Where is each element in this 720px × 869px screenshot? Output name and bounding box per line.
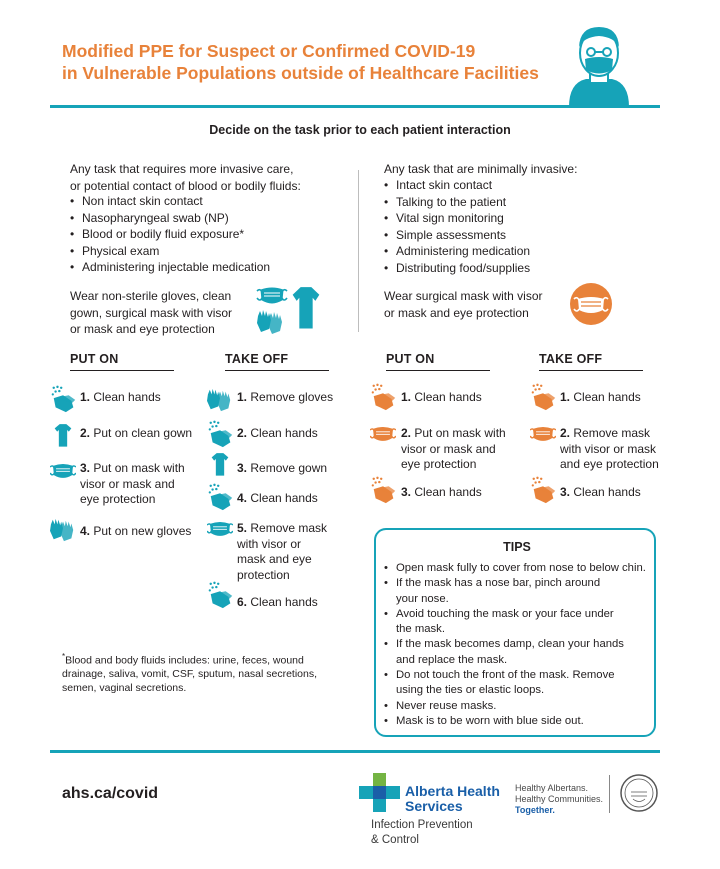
gown-icon	[290, 284, 322, 330]
tip-text: • If the mask has a nose bar, pinch around	[396, 577, 601, 590]
step-text: Remove mask	[250, 521, 328, 535]
tip-text: • Do not touch the front of the mask. Remove	[396, 669, 615, 682]
right-wear-line-1: Wear surgical mask with visor	[384, 289, 543, 303]
hand-wash-icon	[530, 383, 558, 411]
step-text: Remove gloves	[250, 390, 334, 404]
right-task-list	[384, 177, 674, 276]
column-divider	[358, 170, 359, 332]
tips-box	[374, 528, 656, 737]
step-text: Put on clean gown	[93, 426, 193, 440]
list-item: • Distributing food/supplies	[384, 260, 674, 277]
tip-text: your nose.	[396, 592, 449, 605]
mask-icon	[530, 423, 556, 444]
tagline	[515, 783, 603, 816]
list-item	[384, 607, 654, 638]
tip-text: • Open mask fully to cover from nose to below chin.	[396, 562, 646, 574]
step-text: Put on mask with	[414, 426, 506, 440]
list-item: • Simple assessments	[384, 227, 674, 244]
divider	[70, 370, 174, 371]
tagline-line-3: Together.	[515, 805, 555, 815]
gown-icon	[53, 422, 73, 448]
mask-icon	[50, 460, 76, 481]
subtitle: Decide on the task prior to each patient interaction	[209, 123, 511, 137]
list-item	[384, 668, 654, 699]
step-text: Clean hands	[250, 491, 318, 505]
left-take-off-step-2	[237, 426, 318, 442]
divider	[386, 370, 490, 371]
step-text: Remove mask	[573, 426, 651, 440]
left-put-on-step-2	[80, 426, 192, 442]
website-link[interactable]: ahs.ca/covid	[62, 785, 159, 802]
hand-wash-icon	[370, 383, 398, 411]
list-item: • Vital sign monitoring	[384, 210, 674, 227]
step-number: 1.	[237, 390, 248, 404]
footnote-line-3: semen, vaginal secretions.	[62, 681, 187, 694]
divider	[225, 370, 329, 371]
step-number: 1.	[560, 390, 571, 404]
person-mask-icon	[566, 17, 632, 107]
divider	[539, 370, 643, 371]
footnote-mark: *	[62, 652, 66, 661]
hand-wash-icon	[50, 385, 78, 413]
left-wear-line-1: Wear non-sterile gloves, clean	[70, 289, 232, 303]
left-intro-line-2: or potential contact of blood or bodily fluids:	[70, 178, 301, 193]
left-take-off-heading: TAKE OFF	[225, 352, 289, 366]
step-number: 3.	[401, 485, 412, 499]
step-text: Remove gown	[250, 461, 328, 475]
mask-icon	[370, 423, 396, 444]
step-text: Put on new gloves	[93, 524, 192, 538]
step-number: 2.	[80, 426, 91, 440]
step-text: visor or mask and	[401, 441, 496, 456]
list-item: • Blood or bodily fluid exposure*	[70, 226, 355, 243]
right-put-on-step-2	[401, 426, 526, 473]
footnote-line-2: drainage, saliva, vomit, CSF, sputum, nasal secretions,	[62, 668, 318, 680]
step-text: and eye protection	[560, 457, 659, 471]
left-wear-instructions	[70, 288, 255, 338]
right-take-off-step-3	[560, 485, 641, 501]
hand-wash-icon	[207, 581, 235, 609]
department-line-2: & Control	[371, 834, 419, 846]
footnote-line-1: Blood and body fluids includes: urine, feces, wound	[65, 654, 304, 667]
list-item: • Nasopharyngeal swab (NP)	[70, 210, 355, 227]
list-item: • Intact skin contact	[384, 177, 674, 194]
tip-text: • Mask is to be worn with blue side out.	[396, 714, 584, 727]
right-put-on-step-1	[401, 390, 482, 406]
right-wear-instructions	[384, 288, 574, 321]
step-text: Clean hands	[93, 390, 161, 404]
title-line-2: in Vulnerable Populations outside of Healthcare Facilities	[62, 63, 539, 83]
step-number: 2.	[560, 426, 571, 440]
left-put-on-step-4	[80, 524, 191, 540]
right-put-on-heading: PUT ON	[386, 352, 435, 366]
footnote	[62, 650, 342, 695]
step-text: Clean hands	[573, 390, 641, 404]
list-item	[384, 699, 654, 714]
footer-rule	[50, 750, 660, 753]
org-name-line-2: Services	[405, 798, 463, 814]
step-number: 2.	[237, 426, 248, 440]
left-intro-line-1: Any task that requires more invasive care,	[70, 162, 294, 176]
left-wear-line-3: or mask and eye protection	[70, 322, 215, 336]
header-rule	[50, 105, 660, 108]
tips-list	[384, 561, 654, 729]
step-text: Clean hands	[250, 595, 318, 609]
step-text: protection	[237, 567, 290, 582]
step-text: Clean hands	[414, 485, 482, 499]
step-text: Clean hands	[250, 426, 318, 440]
step-number: 4.	[80, 524, 91, 538]
divider	[609, 775, 610, 813]
left-wear-line-2: gown, surgical mask with visor	[70, 305, 233, 320]
left-intro	[70, 161, 355, 194]
tip-text: • Avoid touching the mask or your face under	[396, 607, 614, 620]
left-put-on-step-3	[80, 461, 200, 508]
step-text: eye protection	[80, 492, 156, 506]
left-take-off-step-5	[237, 521, 347, 583]
step-number: 3.	[237, 461, 248, 475]
list-item	[384, 637, 654, 668]
step-number: 3.	[560, 485, 571, 499]
step-number: 6.	[237, 595, 248, 609]
mask-icon	[256, 283, 288, 307]
ahs-cross-logo-icon	[359, 773, 401, 813]
list-item	[384, 561, 654, 576]
tips-title: TIPS	[503, 540, 531, 554]
right-wear-line-2: or mask and eye protection	[384, 305, 529, 320]
step-number: 1.	[80, 390, 91, 404]
org-name-line-1: Alberta Health	[405, 783, 500, 799]
tip-text: using the ties or elastic loops.	[396, 684, 545, 697]
hand-wash-icon	[530, 476, 558, 504]
hand-wash-icon	[207, 420, 235, 448]
list-item	[384, 714, 654, 729]
step-text: Put on mask with	[93, 461, 185, 475]
right-take-off-step-1	[560, 390, 641, 406]
gloves-icon	[256, 308, 286, 336]
step-text: Clean hands	[414, 390, 482, 404]
step-text: with visor or mask	[560, 441, 657, 456]
step-text: with visor or	[237, 536, 302, 551]
page-title	[62, 40, 562, 84]
org-name	[405, 784, 500, 814]
left-task-list	[70, 193, 355, 276]
mask-icon	[207, 518, 233, 539]
left-put-on-step-1	[80, 390, 161, 406]
step-number: 2.	[401, 426, 412, 440]
list-item: • Physical exam	[70, 243, 355, 260]
right-take-off-step-2	[560, 426, 680, 473]
step-text: mask and eye	[237, 552, 312, 566]
tip-text: the mask.	[396, 623, 445, 636]
step-text: visor or mask and	[80, 476, 175, 491]
step-text: eye protection	[401, 457, 477, 471]
tip-text: • Never reuse masks.	[396, 699, 497, 712]
list-item: • Administering injectable medication	[70, 259, 355, 276]
step-number: 5.	[237, 521, 248, 535]
tagline-line-2: Healthy Communities.	[515, 794, 604, 804]
gloves-icon	[49, 517, 77, 543]
hand-wash-icon	[370, 476, 398, 504]
list-item: • Talking to the patient	[384, 194, 674, 211]
gown-icon	[210, 451, 230, 477]
left-take-off-step-1	[237, 390, 333, 406]
left-put-on-heading: PUT ON	[70, 352, 119, 366]
left-take-off-step-6	[237, 595, 318, 611]
right-intro: Any task that are minimally invasive:	[384, 162, 578, 176]
mask-icon	[568, 283, 614, 325]
tip-text: and replace the mask.	[396, 653, 508, 666]
step-number: 1.	[401, 390, 412, 404]
left-take-off-step-3	[237, 461, 327, 477]
department-name	[371, 818, 473, 848]
department-line-1: Infection Prevention	[371, 819, 473, 831]
tip-text: • If the mask becomes damp, clean your hands	[396, 638, 624, 651]
step-text: Clean hands	[573, 485, 641, 499]
list-item: • Administering medication	[384, 243, 674, 260]
step-number: 4.	[237, 491, 248, 505]
hand-wash-icon	[207, 483, 235, 511]
left-take-off-step-4	[237, 491, 318, 507]
award-seal-icon	[619, 773, 659, 813]
title-line-1: Modified PPE for Suspect or Confirmed COVID-19	[62, 41, 476, 61]
step-number: 3.	[80, 461, 91, 475]
right-take-off-heading: TAKE OFF	[539, 352, 603, 366]
gloves-icon	[206, 387, 234, 413]
right-put-on-step-3	[401, 485, 482, 501]
list-item	[384, 576, 654, 607]
list-item: • Non intact skin contact	[70, 193, 355, 210]
tagline-line-1: Healthy Albertans.	[515, 783, 589, 793]
